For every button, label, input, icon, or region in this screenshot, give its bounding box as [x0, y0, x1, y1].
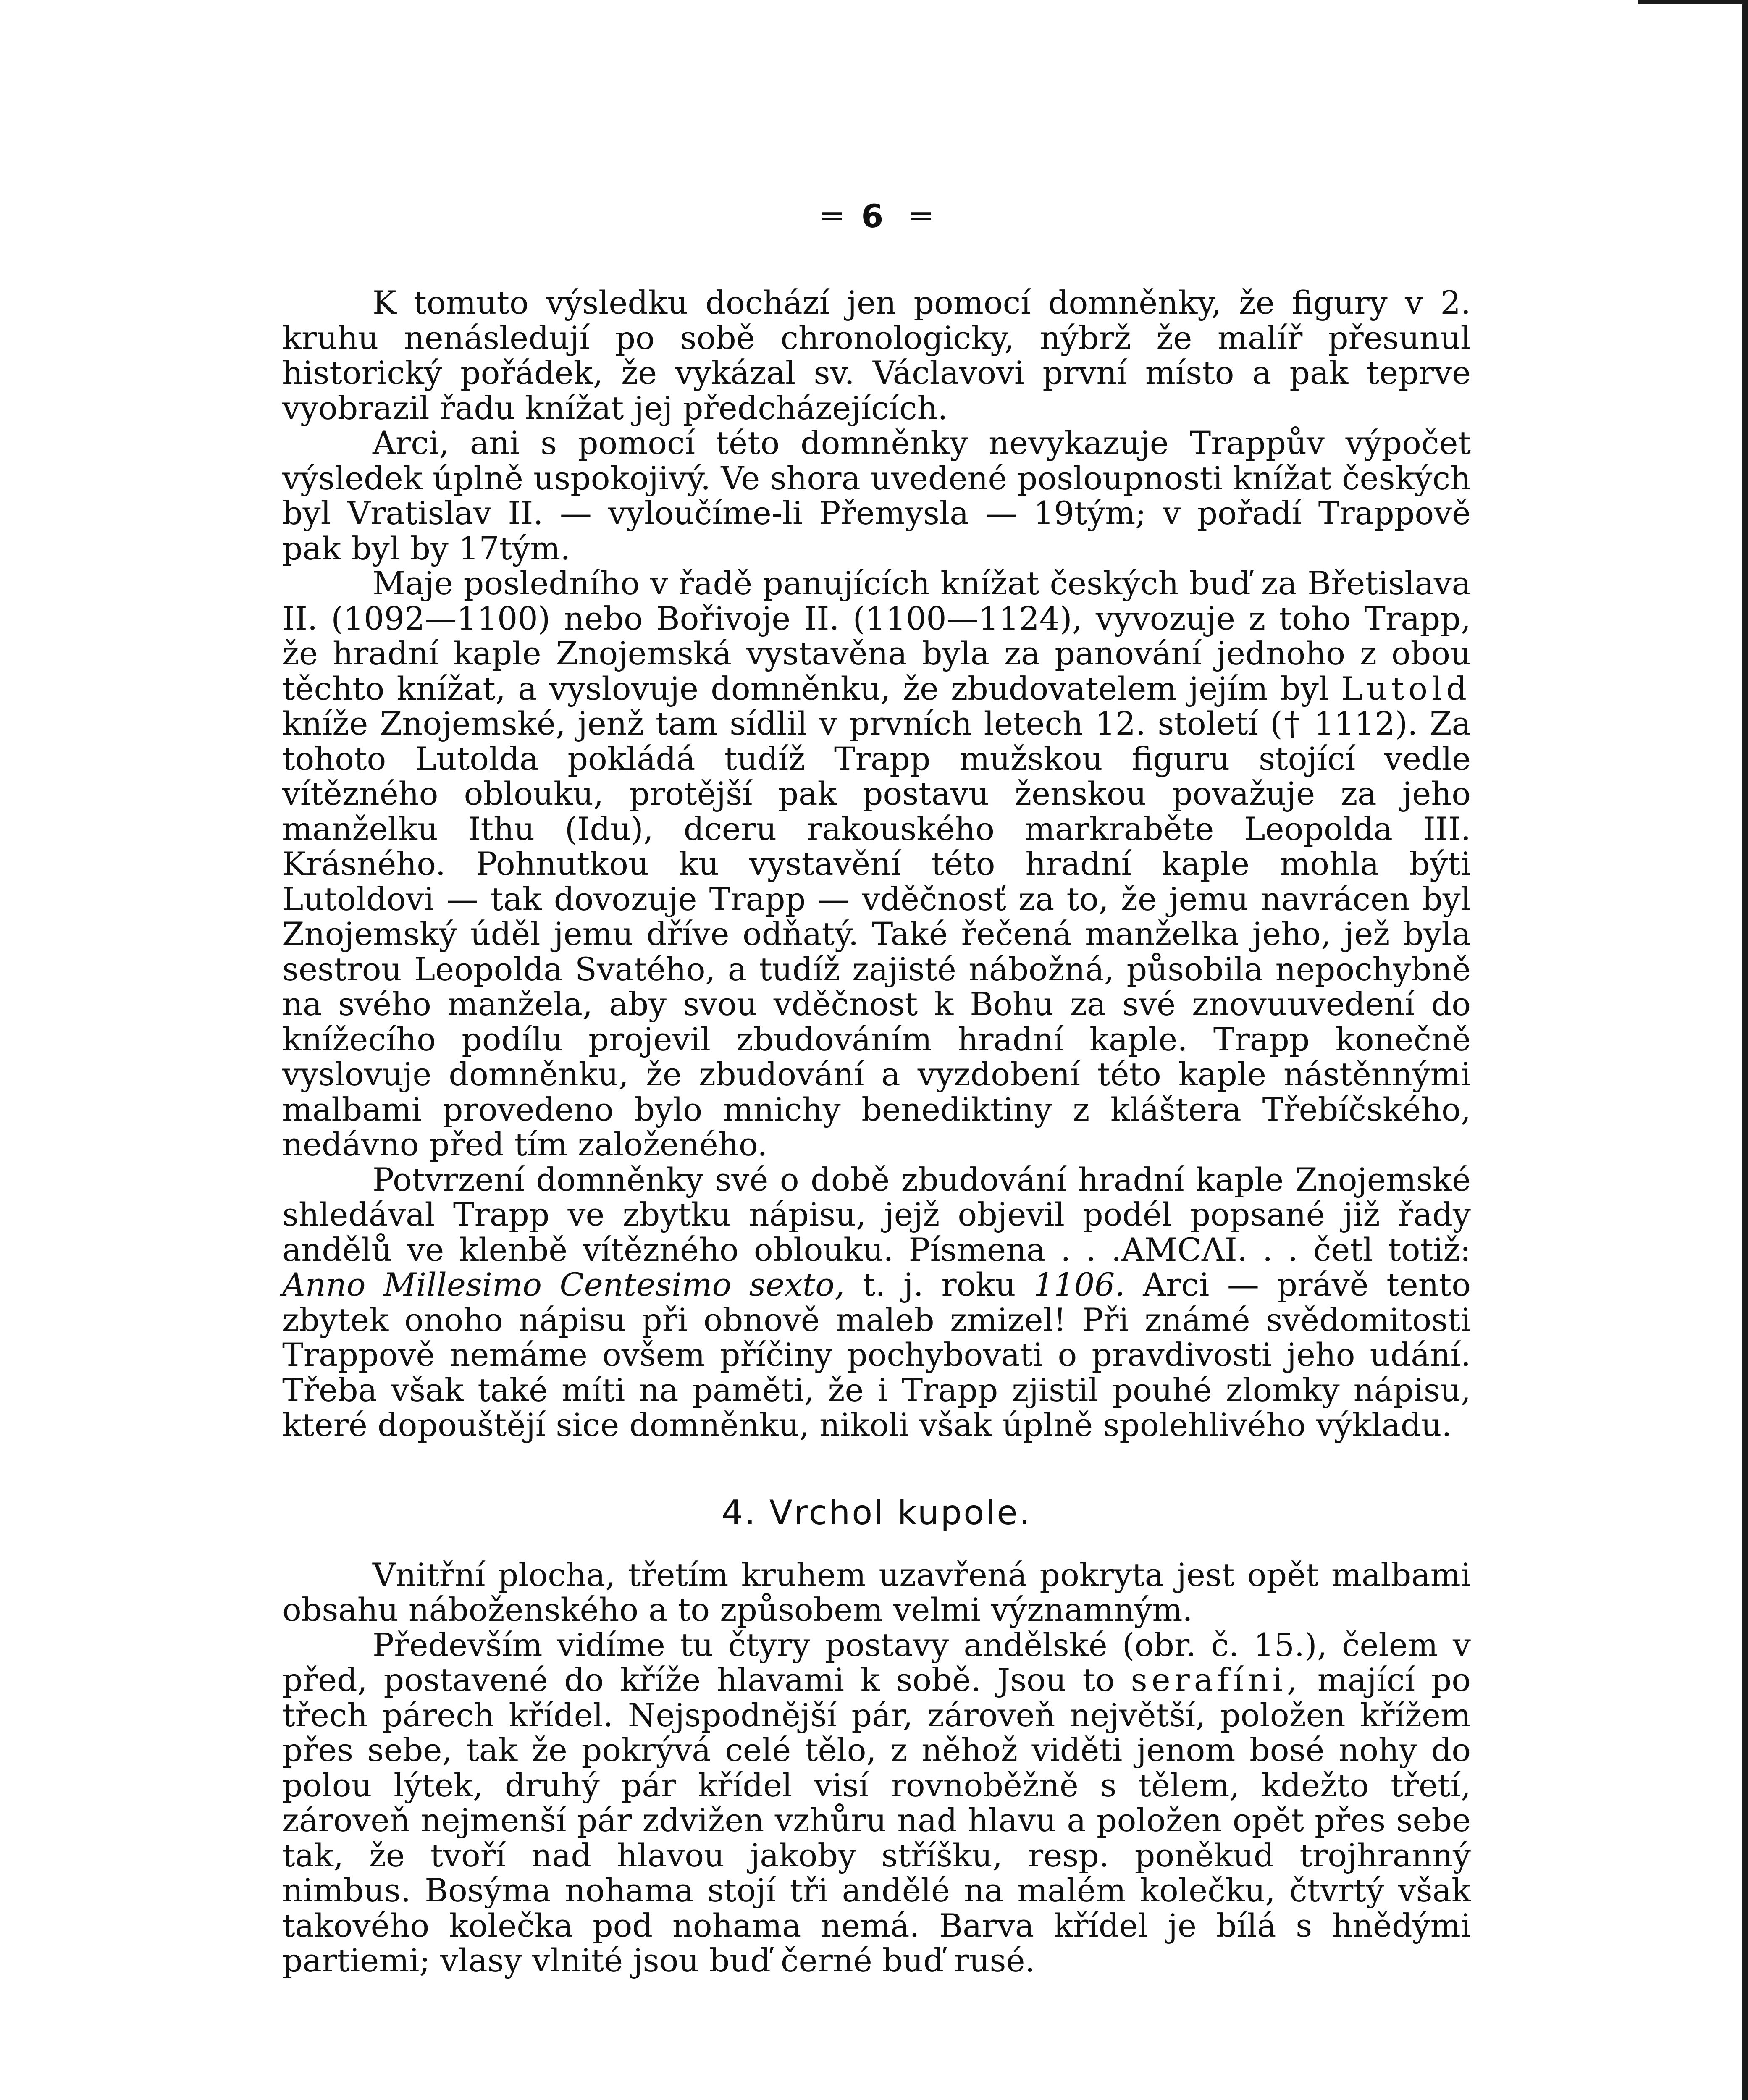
paragraph-6-text-a: Především vidíme tu čtyry postavy andělské (obr. č. 15.), čelem v před, postavené do kříže hlavami k sobě. Jsou to [282, 1626, 1471, 1698]
scan-border-top [1638, 0, 1748, 4]
page [282, 197, 1471, 1978]
paragraph-3-text-a: Maje posledního v řadě panujících knížat českých buď za Břetislava II. (1092—1100) nebo Bořivoje II. (1100—1124), vyvozuje z toho Trapp, že hradní kaple Znojemská vystavěna byla za panování jednoho z obou těchto knížat, a vyslovuje domněnku, že zbudovatelem jejím byl [282, 564, 1471, 707]
paragraph-4-text-c: Arci — právě tento zbytek onoho nápisu při obnově maleb zmizel! Při známé svědomitosti Trappově nemáme ovšem příčiny pochybovati o pravdivosti jeho udání. Třeba však také míti na paměti, že i Trapp zjistil pouhé zlomky nápisu, které dopouštějí sice domněnku, nikoli však úplně spolehlivého výkladu. [282, 1266, 1471, 1444]
paragraph-4-text-a: Potvrzení domněnky své o době zbudování hradní kaple Znojemské shledával Trapp ve zbytku nápisu, jejž objevil podél popsané již řady andělů ve klenbě vítězného oblouku. Písmena . . .AMCΛI. . . četl totiž: [282, 1160, 1471, 1268]
paragraph-6 [282, 1628, 1471, 1978]
header-dash-right: ═ [911, 197, 931, 235]
spaced-name-lutold: Lutold [1341, 669, 1471, 707]
paragraph-6-text-b: mající po třech párech křídel. Nejspodnější pár, zároveň největší, položen křížem přes sebe, tak že pokrývá celé tělo, z něhož viděti jenom bosé nohy do polou lýtek, druhý pár křídel visí rovnoběžně s tělem, kdežto třetí, zároveň nejmenší pár zdvižen vzhůru nad hlavu a položen opět přes sebe tak, že tvoří nad hlavou jakoby stříšku, resp. poněkud trojhranný nimbus. Bosýma nohama stojí tři andělé na malém kolečku, čtvrtý však takového kolečka pod nohama nemá. Barva křídel je bílá s hnědými partiemi; vlasy vlnité jsou buď černé buď rusé. [282, 1661, 1471, 1979]
paragraph-3 [282, 566, 1471, 1162]
paragraph-2: Arci, ani s pomocí této domněnky nevykazuje Trappův výpočet výsledek úplně uspokojivý. Ve shora uvedené posloupnosti knížat českých byl Vratislav II. — vyloučíme-li Přemysla — 19tým; v pořadí Trappově pak byl by 17tým. [282, 424, 1471, 567]
section-heading: 4. Vrchol kupole. [721, 1493, 1032, 1532]
paragraph-1: K tomuto výsledku dochází jen pomocí domněnky, že figury v 2. kruhu nenásledují po sobě chronologicky, nýbrž že malíř přesunul historický pořádek, že vykázal sv. Václavovi první místo a pak teprve vyobrazil řadu knížat jej předcházejících. [282, 284, 1471, 427]
paragraph-5: Vnitřní plocha, třetím kruhem uzavřená pokryta jest opět malbami obsahu náboženského a to způsobem velmi významným. [282, 1556, 1471, 1628]
scan-border-right [1742, 0, 1748, 2100]
paragraph-4-text-b: t. j. roku [862, 1266, 1016, 1303]
page-number: 6 [861, 197, 892, 235]
inscription-year: 1106. [1034, 1266, 1125, 1303]
header-dash-left: ═ [822, 197, 842, 235]
paragraph-4 [282, 1162, 1471, 1443]
latin-inscription: Anno Millesimo Centesimo sexto, [282, 1266, 845, 1303]
page-header [282, 197, 1471, 235]
paragraph-3-text-b: kníže Znojemské, jenž tam sídlil v prvních letech 12. století († 1112). Za tohoto Lutolda pokládá tudíž Trapp mužskou figuru stojící vedle vítězného oblouku, protější pak postavu ženskou považuje za jeho manželku Ithu (Idu), dceru rakouského markraběte Leopolda III. Krásného. Pohnutkou ku vystavění této hradní kaple mohla býti Lutoldovi — tak dovozuje Trapp — vděčnosť za to, že jemu navrácen byl Znojemský úděl jemu dříve odňatý. Také řečená manželka jeho, jež byla sestrou Leopolda Svatého, a tudíž zajisté nábožná, působila nepochybně na svého manžela, aby svou vděčnost k Bohu za své znovuuvedení do knížecího podílu projevil zbudováním hradní kaple. Trapp konečně vyslovuje domněnku, že zbudování a vyzdobení této kaple nástěnnými malbami provedeno bylo mnichy benediktiny z kláštera Třebíčského, nedávno před tím založeného. [282, 705, 1471, 1163]
spaced-word-serafini: serafíni, [1131, 1661, 1302, 1698]
